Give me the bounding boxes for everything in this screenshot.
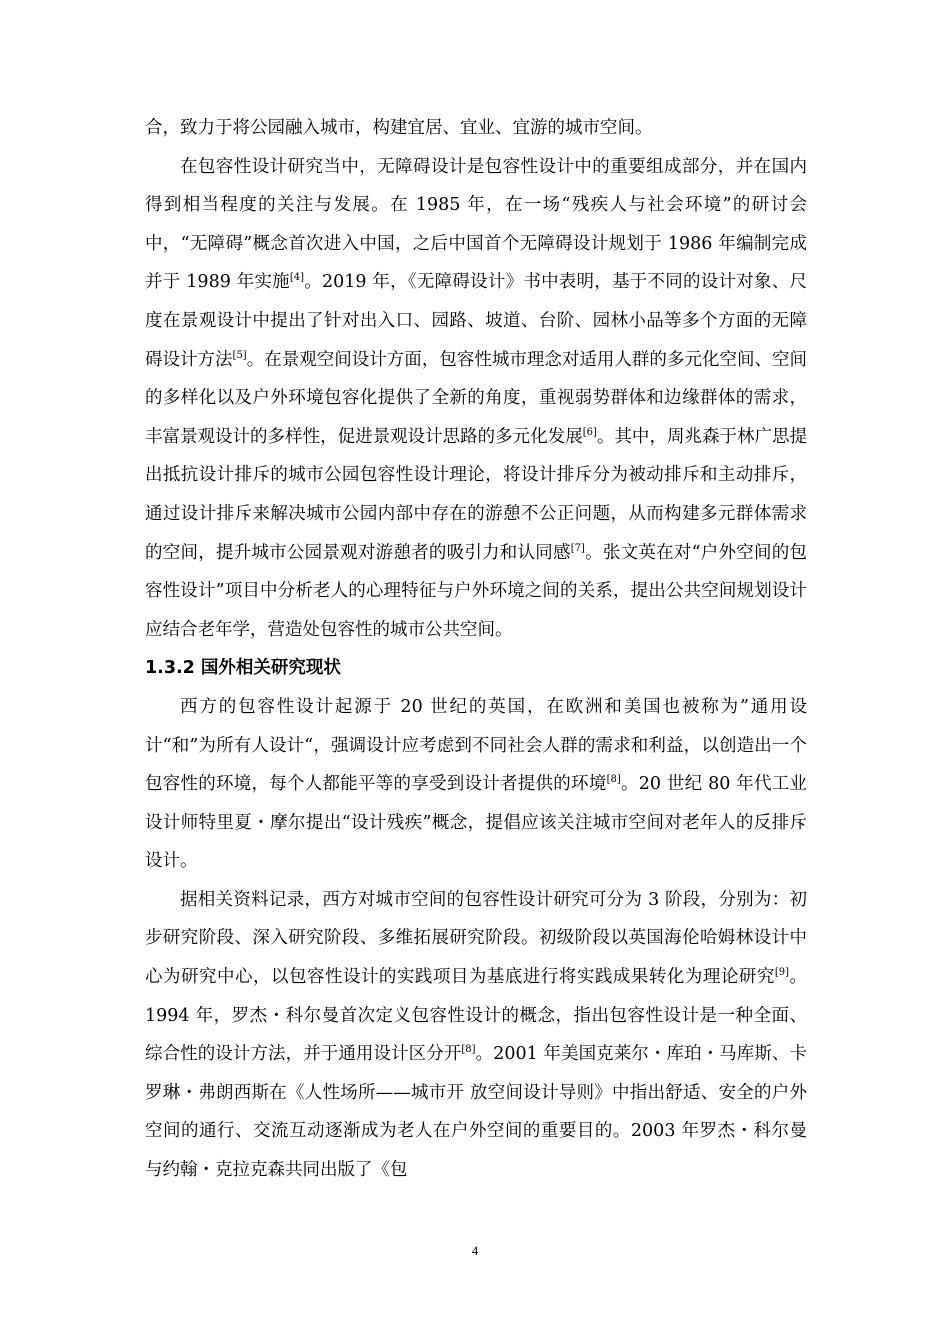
text-run: 合，致力于将公园融入城市，构建宜居、宜业、宜游的城市空间。 — [145, 118, 653, 138]
section-heading: 1.3.2 国外相关研究现状 — [145, 658, 341, 679]
citation: [6] — [582, 426, 597, 438]
citation: [8] — [461, 1044, 476, 1056]
text-run: 。2019 年，《无障碍设计》书中表明，基于不同的设计对象、尺度在景观设计中提出了针对出入口、园路、坡道、台阶、园林小品等多个方面的无障碍设计方法 — [145, 272, 807, 370]
paragraph-western-stages — [145, 881, 807, 1190]
citation: [5] — [232, 349, 247, 361]
paragraph-continuation — [145, 109, 807, 148]
paragraph-western-origin — [145, 688, 807, 881]
text-run: 。20 世纪 80 年代工业设计师特里夏・摩尔提出“设计残疾”概念，提倡应该关注城市空间对老年人的反排斥设计。 — [145, 774, 808, 872]
text-run: 西方的包容性设计起源于 20 世纪的英国，在欧洲和美国也被称为”通用设计“和”为所有人设计“，强调设计应考虑到不同社会人群的需求和利益，以创造出一个包容性的环境，每个人都能平等的享受到设计者提供的环境 — [145, 696, 807, 795]
citation: [4] — [289, 272, 305, 284]
text-run: 在包容性设计研究当中，无障碍设计是包容性设计中的重要组成部分，并在国内得到相当程度的关注与发展。在 1985 年，在一场“残疾人与社会环境”的研讨会中，“无障碍”概念首次进入中国，之后中国首个无障碍设计规划于 1986 年编制完成并于 1989 年实施 — [145, 156, 807, 293]
text-run: 。在景观空间设计方面，包容性城市理念对适用人群的多元化空间、空间的多样化以及户外环境包容化提供了全新的角度，重视弱势群体和边缘群体的需求，丰富景观设计的多样性，促进景观设计思路的多元化发展 — [145, 349, 808, 447]
citation: [8] — [606, 774, 621, 786]
citation: [7] — [570, 542, 585, 554]
text-run: 。1994 年，罗杰・科尔曼首次定义包容性设计的概念，指出包容性设计是一种全面、综合性的设计方法，并于通用设计区分开 — [145, 967, 808, 1065]
text-run: 。张文英在对“户外空间的包容性设计”项目中分析老人的心理特征与户外环境之间的关系，提出公共空间规划设计应结合老年学，营造处包容性的城市公共空间。 — [145, 542, 808, 640]
text-run: 。2001 年美国克莱尔・库珀・马库斯、卡罗琳・弗朗西斯在《人性场所——城市开 放空间设计导则》中指出舒适、安全的户外空间的通行、交流互动逐渐成为老人在户外空间的重要目的。2003 年罗杰・科尔曼与约翰・克拉克森共同出版了《包 — [145, 1044, 807, 1181]
paragraph-domestic-accessibility — [145, 148, 807, 650]
body-text — [145, 109, 807, 1190]
page-number: 4 — [471, 1243, 479, 1258]
text-run: 。其中，周兆森于林广思提出抵抗设计排斥的城市公园包容性设计理论，将设计排斥分为被动排斥和主动排斥，通过设计排斥来解决城市公园内部中存在的游憩不公正问题，从而构建多元群体需求的空间，提升城市公园景观对游憩者的吸引力和认同感 — [145, 426, 808, 563]
citation: [9] — [774, 967, 790, 979]
text-run: 据相关资料记录，西方对城市空间的包容性设计研究可分为 3 阶段，分别为：初步研究阶段、深入研究阶段、多维拓展研究阶段。初级阶段以英国海伦哈姆林设计中心为研究中心，以包容性设计的实践项目为基底进行将实践成果转化为理论研究 — [145, 889, 807, 988]
